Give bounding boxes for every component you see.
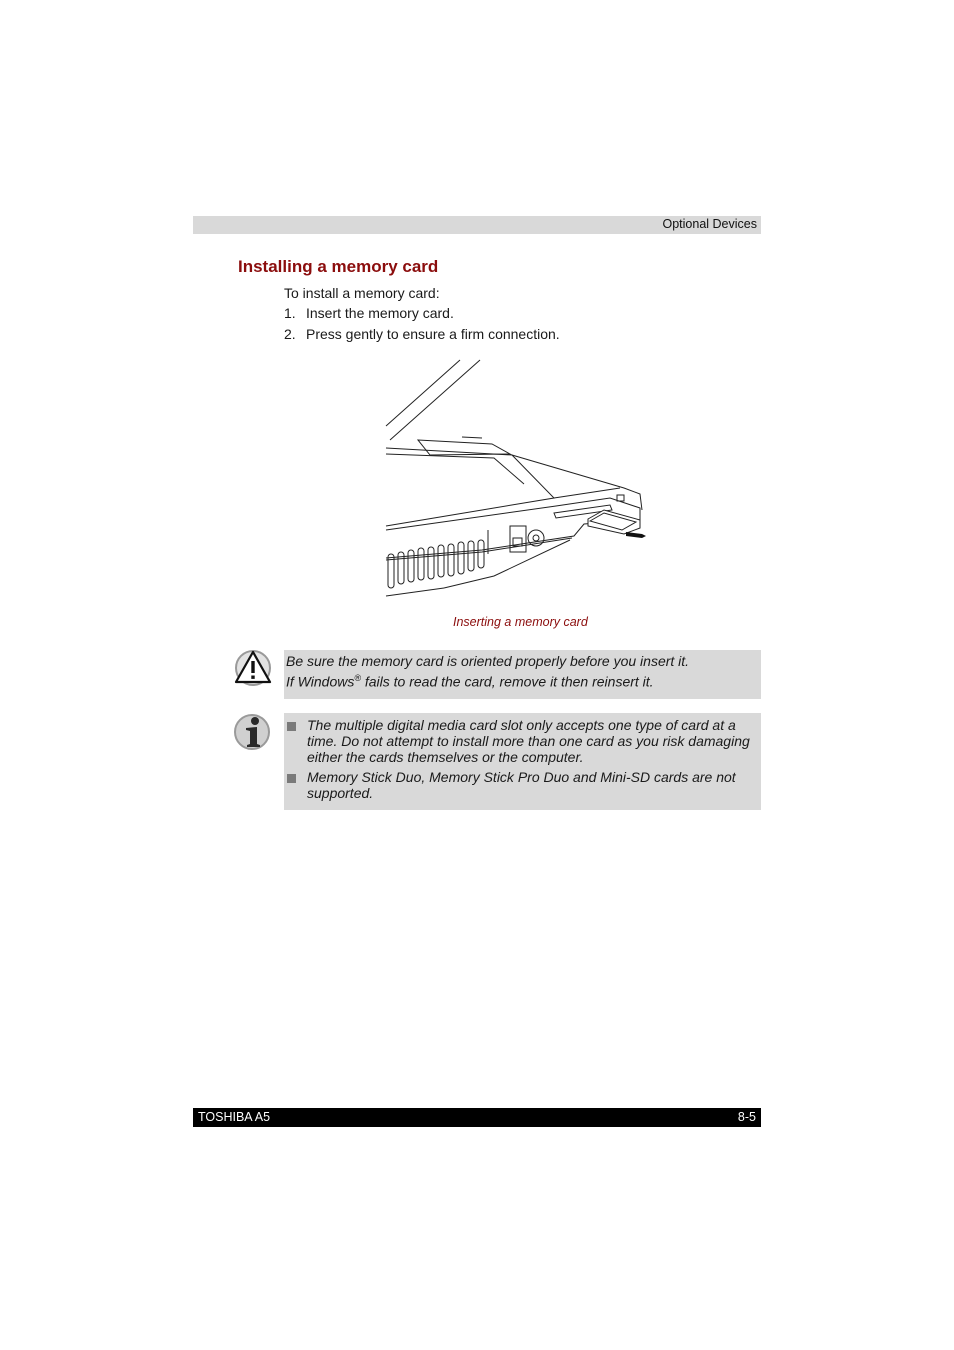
note-panel <box>284 713 761 810</box>
footer-page-number: 8-5 <box>737 1110 756 1124</box>
laptop-memory-card-illustration <box>384 358 648 600</box>
figure-caption: Inserting a memory card <box>453 615 588 629</box>
note-bullet-text: Memory Stick Duo, Memory Stick Pro Duo and Mini-SD cards are not supported. <box>307 769 736 801</box>
step-2 <box>284 326 560 342</box>
footer-product-name: TOSHIBA A5 <box>198 1110 271 1124</box>
note-bullet-text: The multiple digital media card slot only accepts one type of card at a time. Do not attempt to install more than one card as you risk damaging either the cards themselves or the computer. <box>307 717 750 765</box>
caution-line-2-end: fails to read the card, remove it then reinsert it. <box>360 673 654 690</box>
bullet-square-icon <box>287 722 296 731</box>
intro-text: To install a memory card: <box>284 285 440 301</box>
step-text: Insert the memory card. <box>306 305 454 321</box>
caution-line-1: Be sure the memory card is oriented properly before you insert it. <box>286 653 690 669</box>
section-title: Installing a memory card <box>238 257 439 276</box>
page-header-bar <box>193 216 761 234</box>
registered-mark: ® <box>354 673 361 683</box>
caution-line-2 <box>286 673 654 690</box>
page-footer-bar <box>193 1108 761 1127</box>
caution-line-2-start: If Windows <box>286 673 355 690</box>
bullet-square-icon <box>287 774 296 783</box>
step-1 <box>284 305 454 321</box>
step-text: Press gently to ensure a firm connection. <box>306 326 560 342</box>
step-number: 2. <box>284 326 296 342</box>
header-section-title: Optional Devices <box>662 217 757 231</box>
step-number: 1. <box>284 305 296 321</box>
info-icon <box>233 713 271 751</box>
caution-panel <box>284 650 761 699</box>
warning-icon <box>234 648 272 688</box>
